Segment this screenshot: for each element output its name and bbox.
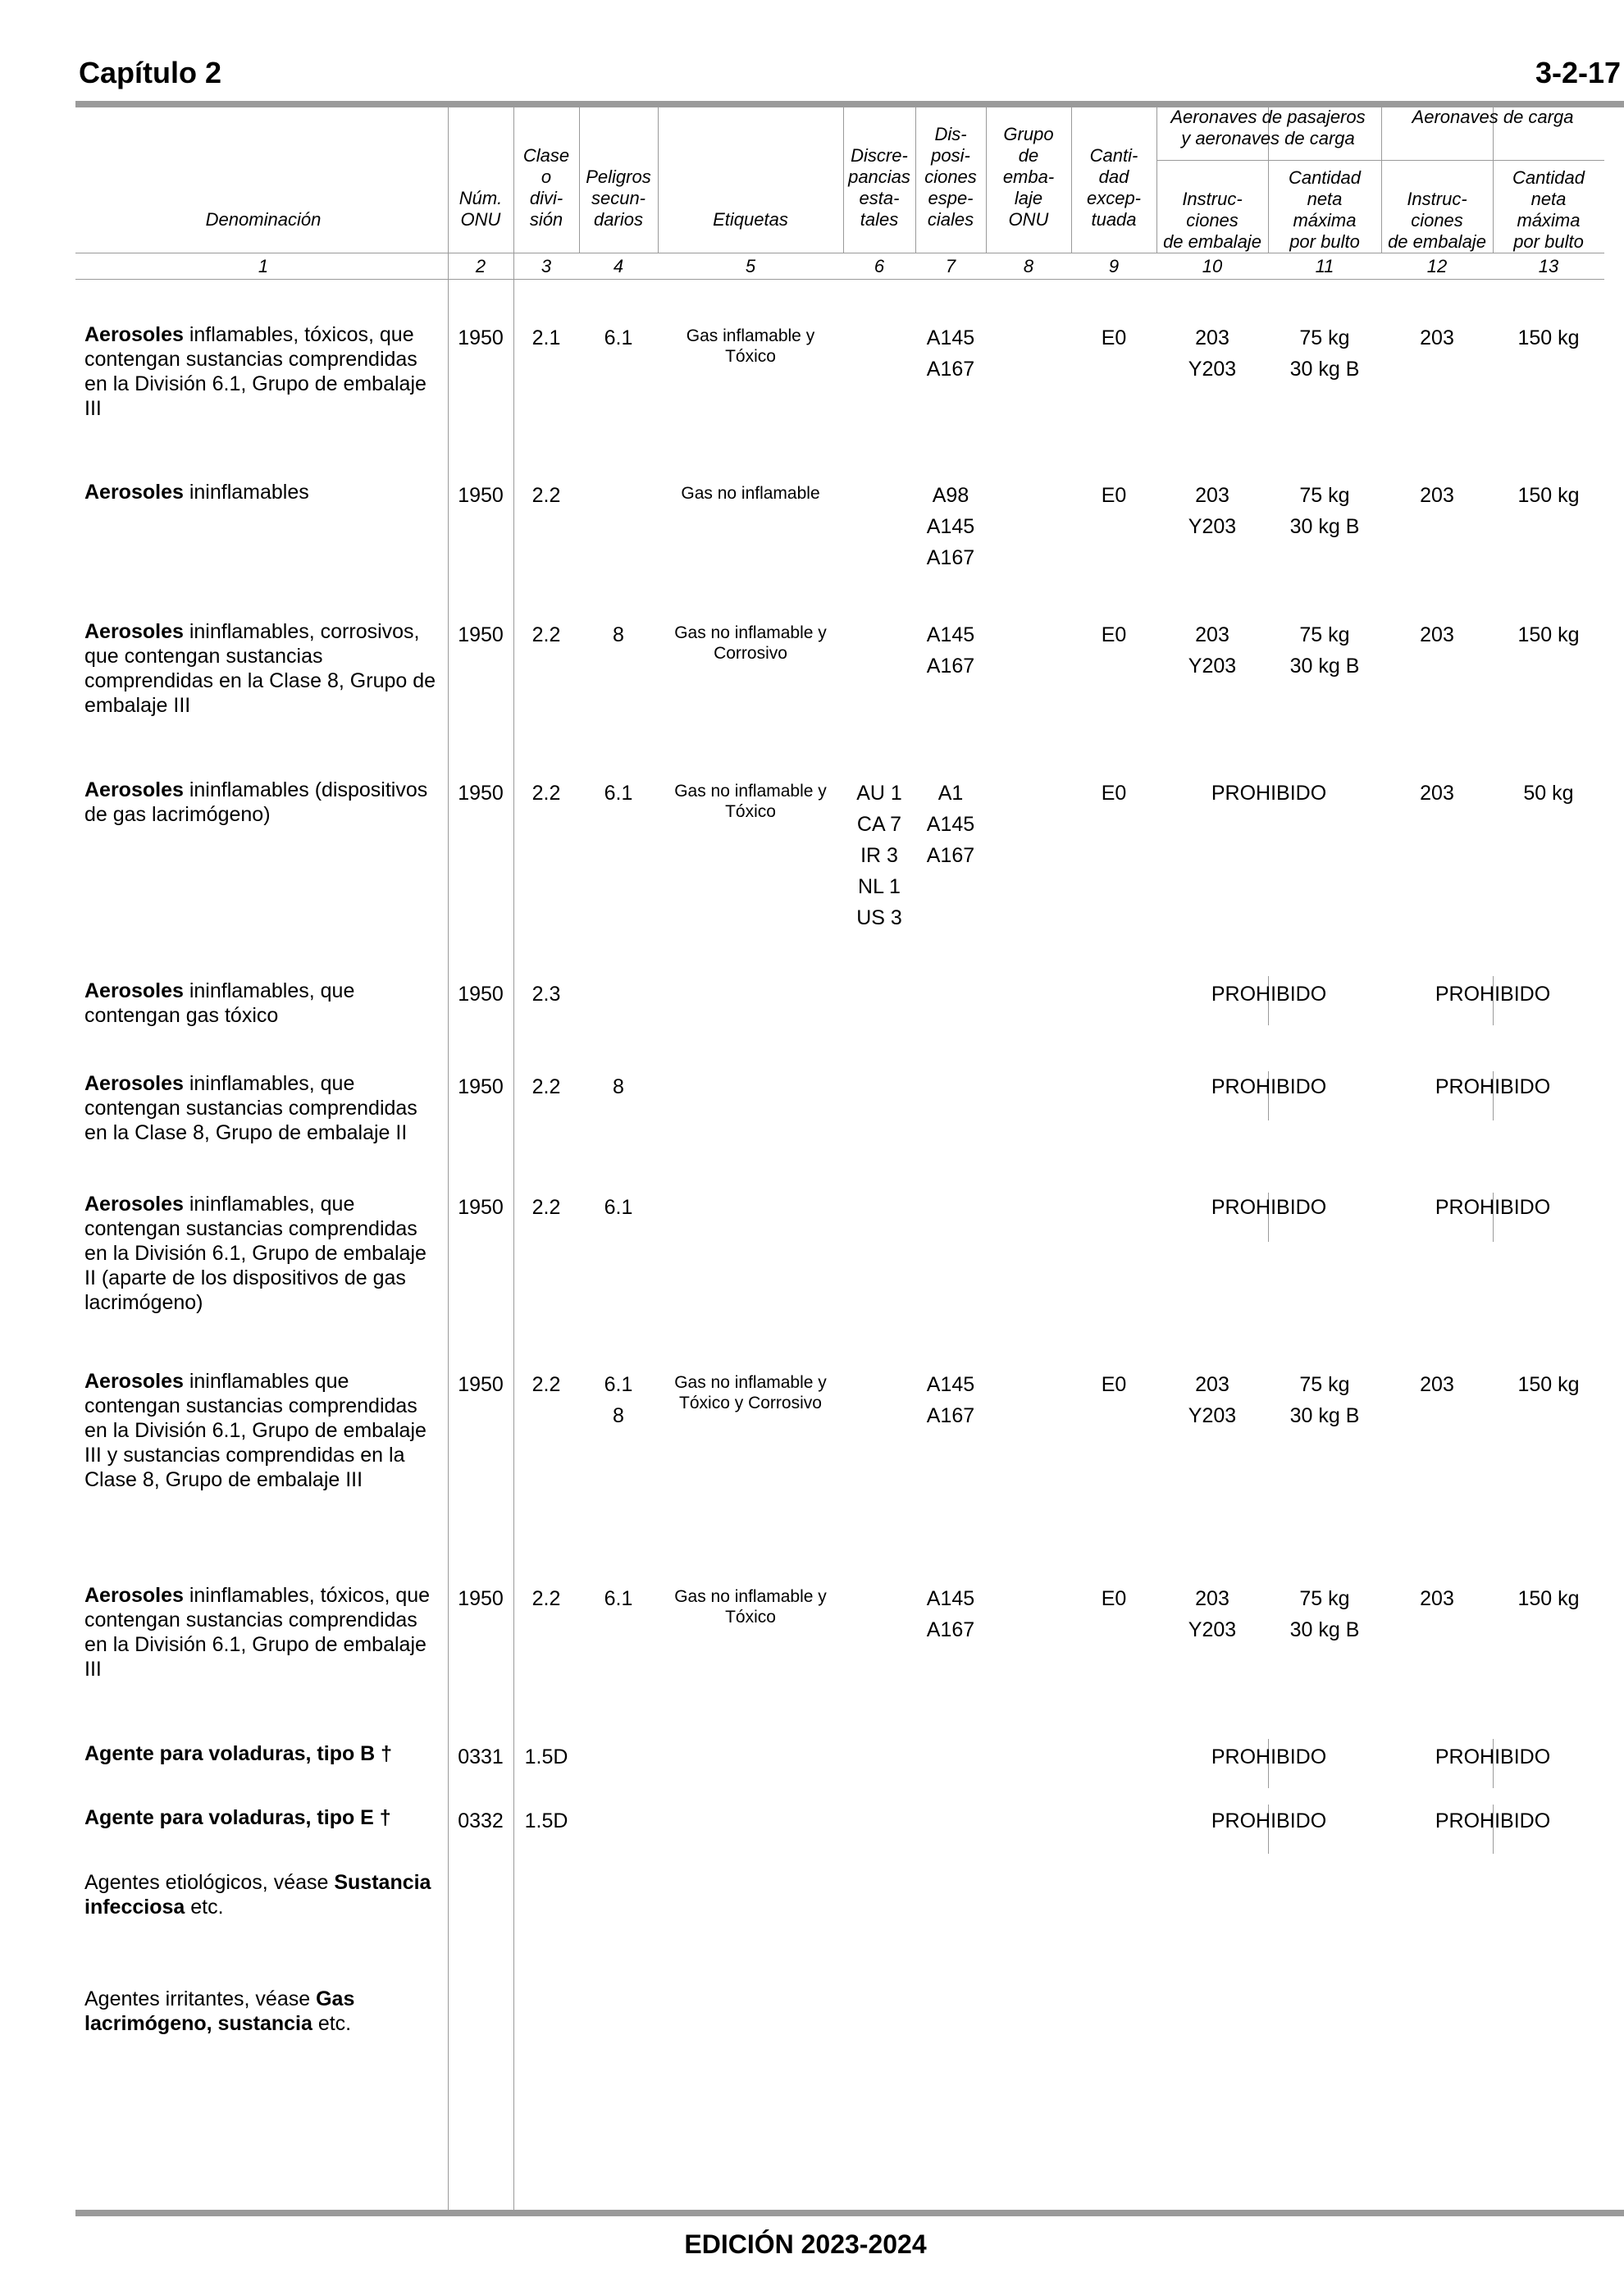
onu-number: 1950 (458, 484, 504, 507)
denominacion: Agentes irritantes, véase Gas lacrimógeno, sustancia etc. (84, 1987, 355, 2035)
onu-number: 1950 (458, 326, 504, 349)
carga-cantidad: 50 kg (1523, 782, 1574, 805)
col-divider (448, 279, 449, 2210)
clase: 2.2 (531, 1587, 561, 1610)
pax-instrucciones: 203 Y203 (1188, 623, 1237, 678)
denominacion: Agente para voladuras, tipo E † (84, 1806, 391, 1829)
carga-cantidad: 150 kg (1517, 1373, 1580, 1396)
onu-number: 1950 (458, 623, 504, 646)
column-number: 2 (475, 256, 486, 276)
pax-prohibido: PROHIBIDO (1211, 1075, 1327, 1098)
clase: 2.2 (531, 623, 561, 646)
denominacion: Aerosoles ininflamables, que contengan sustancias comprendidas en la División 6.1, Grupo de embalaje II (aparte de los dispositivos de gas lacrimógeno) (84, 1193, 427, 1314)
cantidad-exceptuada: E0 (1101, 484, 1127, 507)
pax-prohibido: PROHIBIDO (1211, 782, 1327, 805)
clase: 2.2 (531, 1196, 561, 1219)
denominacion: Aerosoles ininflamables (84, 481, 309, 504)
column-number: 8 (1023, 256, 1034, 276)
pax-cantidad: 75 kg 30 kg B (1289, 623, 1360, 678)
disposiciones: A145 A167 (926, 1587, 975, 1641)
onu-number: 1950 (458, 1373, 504, 1396)
onu-number: 1950 (458, 983, 504, 1006)
column-number: 4 (613, 256, 624, 276)
denominacion: Aerosoles ininflamables, tóxicos, que contengan sustancias comprendidas en la División 6.1, Grupo de embalaje III (84, 1584, 431, 1681)
onu-number: 1950 (458, 782, 504, 805)
onu-number: 0331 (458, 1745, 504, 1768)
header-peligros: Peligros secun- darios (586, 167, 651, 230)
header-grupo: Grupo de emba- laje ONU (1002, 124, 1055, 230)
pax-instrucciones: 203 Y203 (1188, 1587, 1237, 1641)
column-number: 9 (1108, 256, 1120, 276)
column-number: 11 (1315, 256, 1334, 276)
clase: 1.5D (524, 1745, 568, 1768)
carga-instrucciones: 203 (1420, 1587, 1454, 1610)
pax-instrucciones: 203 Y203 (1188, 326, 1237, 381)
clase: 1.5D (524, 1809, 568, 1832)
column-number: 3 (541, 256, 552, 276)
pax-instrucciones: 203 Y203 (1188, 484, 1237, 538)
denominacion: Aerosoles ininflamables, que contengan sustancias comprendidas en la Clase 8, Grupo de embalaje II (84, 1072, 417, 1144)
cantidad-exceptuada: E0 (1101, 782, 1127, 805)
etiquetas: Gas no inflamable y Corrosivo (674, 623, 827, 663)
peligros: 6.1 (604, 782, 633, 805)
cantidad-exceptuada: E0 (1101, 1373, 1127, 1396)
onu-number: 1950 (458, 1196, 504, 1219)
clase: 2.2 (531, 484, 561, 507)
cantidad-exceptuada: E0 (1101, 326, 1127, 349)
column-number: 6 (874, 256, 885, 276)
carga-prohibido: PROHIBIDO (1435, 1196, 1551, 1219)
etiquetas: Gas no inflamable (681, 484, 820, 503)
peligros: 6.1 (604, 1196, 633, 1219)
page-header (79, 56, 1621, 98)
page-number: 3-2-17 (1535, 56, 1621, 89)
header-carga-instrucciones: Instruc- ciones de embalaje (1388, 189, 1486, 252)
header-disposiciones: Dis- posi- ciones espe- ciales (924, 124, 977, 230)
header-carga-group: Aeronaves de carga (1412, 107, 1574, 127)
carga-instrucciones: 203 (1420, 782, 1454, 805)
pax-cantidad: 75 kg 30 kg B (1289, 1587, 1360, 1641)
peligros: 6.1 (604, 1587, 633, 1610)
clase: 2.3 (531, 983, 561, 1006)
column-number: 10 (1202, 256, 1223, 276)
denominacion: Aerosoles ininflamables (dispositivos de gas lacrimógeno) (84, 778, 428, 826)
header-denominacion: Denominación (205, 209, 322, 230)
header-pasajeros-group: Aeronaves de pasajeros y aeronaves de carga (1170, 107, 1366, 148)
disposiciones: A145 A167 (926, 623, 975, 678)
pax-prohibido: PROHIBIDO (1211, 1196, 1327, 1219)
pax-prohibido: PROHIBIDO (1211, 1745, 1327, 1768)
discrepancias: AU 1 CA 7 IR 3 NL 1 US 3 (856, 782, 902, 929)
bottom-rule (75, 2210, 1624, 2216)
pax-instrucciones: 203 Y203 (1188, 1373, 1237, 1427)
carga-prohibido: PROHIBIDO (1435, 1745, 1551, 1768)
peligros: 6.1 8 (604, 1373, 633, 1427)
carga-prohibido: PROHIBIDO (1435, 983, 1551, 1006)
carga-cantidad: 150 kg (1517, 1587, 1580, 1610)
etiquetas: Gas no inflamable y Tóxico (674, 782, 827, 821)
etiquetas: Gas inflamable y Tóxico (686, 326, 815, 366)
column-number: 7 (945, 256, 956, 276)
column-number: 12 (1426, 256, 1448, 276)
disposiciones: A98 A145 A167 (926, 484, 975, 569)
etiquetas: Gas no inflamable y Tóxico y Corrosivo (674, 1373, 827, 1412)
header-pax-cantidad: Cantidad neta máxima por bulto (1288, 167, 1362, 252)
denominacion: Aerosoles ininflamables que contengan sustancias comprendidas en la División 6.1, Grupo de embalaje III y sustancias comprendidas en la Clase 8, Grupo de embalaje III (84, 1370, 427, 1491)
col-divider (513, 279, 514, 2210)
onu-number: 1950 (458, 1075, 504, 1098)
pax-cantidad: 75 kg 30 kg B (1289, 1373, 1360, 1427)
disposiciones: A145 A167 (926, 326, 975, 381)
clase: 2.2 (531, 1075, 561, 1098)
header-cantidad-exceptuada: Canti- dad excep- tuada (1086, 145, 1142, 230)
etiquetas: Gas no inflamable y Tóxico (674, 1587, 827, 1627)
carga-instrucciones: 203 (1420, 484, 1454, 507)
carga-prohibido: PROHIBIDO (1435, 1075, 1551, 1098)
carga-instrucciones: 203 (1420, 1373, 1454, 1396)
header-etiquetas: Etiquetas (713, 209, 788, 230)
pax-prohibido: PROHIBIDO (1211, 1809, 1327, 1832)
carga-instrucciones: 203 (1420, 326, 1454, 349)
cantidad-exceptuada: E0 (1101, 1587, 1127, 1610)
column-number: 1 (258, 256, 269, 276)
header-discrepancias: Discre- pancias esta- tales (848, 145, 910, 230)
colnum-divider (75, 279, 1604, 280)
pax-cantidad: 75 kg 30 kg B (1289, 484, 1360, 538)
peligros: 6.1 (604, 326, 633, 349)
clase: 2.2 (531, 782, 561, 805)
pax-cantidad: 75 kg 30 kg B (1289, 326, 1360, 381)
denominacion: Agentes etiológicos, véase Sustancia infecciosa etc. (84, 1871, 431, 1919)
onu-number: 1950 (458, 1587, 504, 1610)
denominacion: Aerosoles ininflamables, corrosivos, que contengan sustancias comprendidas en la Clase 8, Grupo de embalaje III (84, 620, 436, 717)
header-pax-instrucciones: Instruc- ciones de embalaje (1163, 189, 1261, 252)
peligros: 8 (613, 623, 624, 646)
carga-prohibido: PROHIBIDO (1435, 1809, 1551, 1832)
chapter-title: Capítulo 2 (79, 56, 222, 89)
header-carga-cantidad: Cantidad neta máxima por bulto (1512, 167, 1585, 252)
disposiciones: A1 A145 A167 (926, 782, 975, 867)
cantidad-exceptuada: E0 (1101, 623, 1127, 646)
carga-cantidad: 150 kg (1517, 326, 1580, 349)
carga-instrucciones: 203 (1420, 623, 1454, 646)
clase: 2.1 (531, 326, 561, 349)
edition-footer: EDICIÓN 2023-2024 (684, 2229, 927, 2259)
column-number: 5 (745, 256, 756, 276)
disposiciones: A145 A167 (926, 1373, 975, 1427)
denominacion: Aerosoles ininflamables, que contengan gas tóxico (84, 979, 355, 1027)
header-onu: Núm. ONU (458, 188, 503, 230)
denominacion: Aerosoles inflamables, tóxicos, que contengan sustancias comprendidas en la División 6.1, Grupo de embalaje III (84, 323, 427, 420)
onu-number: 0332 (458, 1809, 504, 1832)
carga-cantidad: 150 kg (1517, 623, 1580, 646)
denominacion: Agente para voladuras, tipo B † (84, 1742, 393, 1765)
peligros: 8 (613, 1075, 624, 1098)
carga-cantidad: 150 kg (1517, 484, 1580, 507)
header-clase: Clase o divi- sión (522, 145, 570, 230)
column-number: 13 (1538, 256, 1559, 276)
clase: 2.2 (531, 1373, 561, 1396)
pax-prohibido: PROHIBIDO (1211, 983, 1327, 1006)
